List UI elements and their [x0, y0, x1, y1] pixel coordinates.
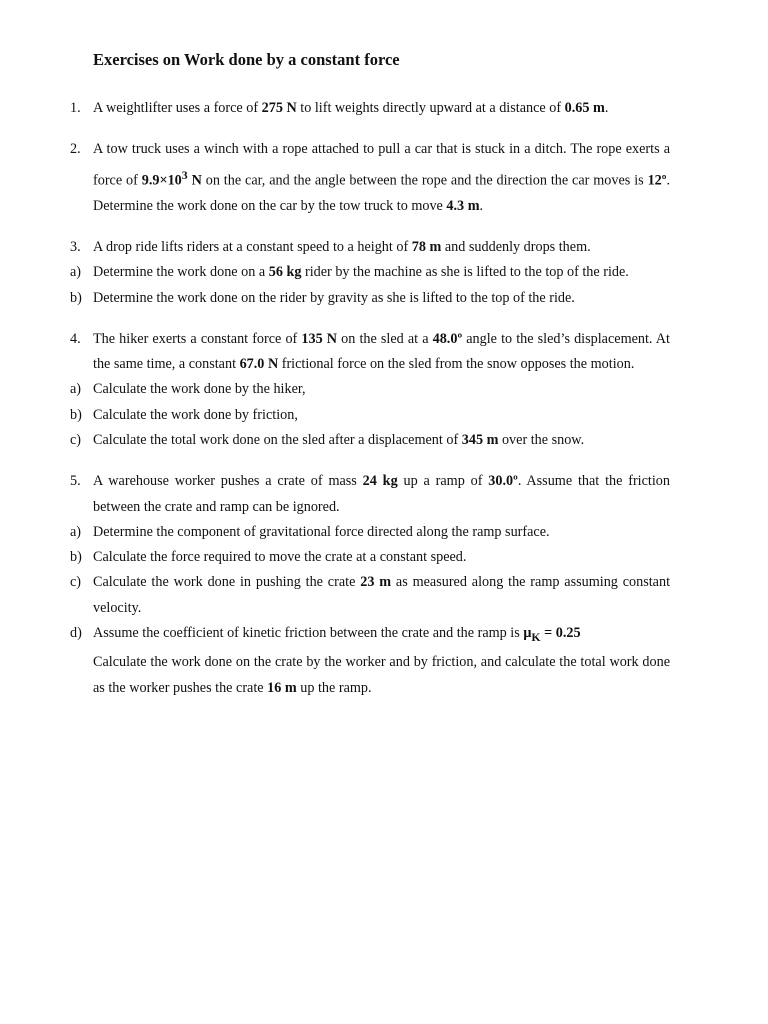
subquestion-row — [70, 570, 670, 621]
question-row — [70, 235, 670, 260]
text-segment: frictional force on the sled from the snow opposes the motion. — [278, 356, 635, 373]
bold-value: 23 m — [360, 574, 392, 591]
question-3 — [70, 235, 670, 311]
item-text — [93, 377, 670, 402]
subquestion-row — [70, 520, 670, 545]
bold-value: 12º — [647, 172, 667, 189]
item-text — [93, 235, 670, 260]
bold-value: 24 kg — [362, 473, 398, 490]
item-number: 3. — [70, 238, 81, 255]
item-text — [93, 260, 670, 285]
item-text — [93, 428, 670, 453]
item-text — [93, 545, 670, 570]
text-segment: A tow truck uses a winch with a rope attached to pull a car that is stuck in a ditch. The rope exerts a force of — [93, 141, 670, 189]
text-segment: on the sled at a — [337, 330, 433, 347]
subquestion-row — [70, 621, 670, 650]
bold-value: 4.3 m — [446, 197, 480, 214]
subquestion-row — [70, 650, 670, 701]
text-segment: Assume the coefficient of kinetic friction between the crate and the ramp is — [93, 625, 524, 642]
text-segment: Calculate the total work done on the sled after a displacement of — [93, 432, 462, 448]
bold-value: 9.9×10 — [141, 172, 182, 189]
item-number: a) — [70, 381, 82, 398]
subquestion-row — [70, 260, 670, 285]
bold-value: 78 m — [411, 238, 442, 255]
item-number: a) — [70, 523, 82, 540]
item-number: b) — [70, 549, 82, 566]
text-segment: over the snow. — [498, 432, 585, 448]
question-row — [70, 469, 670, 520]
bold-value: 0.65 m — [564, 100, 605, 116]
bold-value: 30.0º — [488, 473, 518, 490]
text-segment: . Assume that the friction between the crate and ramp can be ignored. — [93, 473, 670, 515]
page-title: Exercises on Work done by a constant force — [93, 50, 400, 69]
text-segment: Determine the work done on a — [93, 264, 269, 281]
bold-value: 56 kg — [268, 264, 302, 281]
text-segment: A weightlifter uses a force of — [93, 100, 262, 116]
bold-value: 135 N — [301, 330, 338, 347]
bold-value: 16 m — [267, 679, 297, 696]
text-segment: A drop ride lifts riders at a constant speed to a height of — [93, 238, 412, 255]
subscript: K — [531, 629, 541, 644]
subquestion-row — [70, 545, 670, 570]
item-number: b) — [70, 406, 82, 423]
bold-value: N — [187, 172, 202, 189]
subquestion-row — [70, 377, 670, 402]
exercise-list — [70, 96, 670, 717]
text-segment: . — [479, 197, 484, 214]
item-number: 5. — [70, 473, 81, 490]
question-4 — [70, 327, 670, 453]
item-number — [70, 650, 93, 701]
question-1 — [70, 96, 670, 121]
bold-value: 48.0º — [432, 330, 463, 347]
superscript: 3 — [181, 167, 188, 182]
text-segment: and suddenly drops them. — [441, 238, 591, 255]
item-number: 2. — [70, 141, 81, 158]
subquestion-row — [70, 403, 670, 428]
text-segment: . Determine the work done on the car by the tow truck to move — [93, 172, 670, 214]
text-segment: Calculate the work done in pushing the crate — [93, 574, 361, 591]
bold-value: 275 N — [261, 100, 297, 116]
item-number: d) — [70, 625, 82, 642]
item-number: c) — [70, 574, 82, 591]
text-segment: The hiker exerts a constant force of — [93, 330, 302, 347]
item-number: c) — [70, 432, 82, 448]
text-segment: Calculate the force required to move the crate at a constant speed. — [93, 549, 467, 566]
item-text — [93, 469, 670, 520]
text-segment: angle to the sled’s displacement. At the same time, a constant — [93, 330, 670, 373]
text-segment: Determine the work done on the rider by gravity as she is lifted to the top of the ride. — [93, 289, 575, 306]
text-segment: Determine the component of gravitational force directed along the ramp surface. — [93, 523, 550, 540]
item-number: b) — [70, 289, 82, 306]
item-text — [93, 621, 670, 650]
bold-value: μ — [523, 625, 532, 642]
item-text — [93, 286, 670, 311]
text-segment: up the ramp. — [296, 679, 372, 696]
item-text — [93, 137, 670, 219]
text-segment: A warehouse worker pushes a crate of mass — [93, 473, 363, 490]
text-segment: rider by the machine as she is lifted to the top of the ride. — [301, 264, 629, 281]
text-segment: Calculate the work done by friction, — [93, 406, 298, 423]
text-segment: on the car, and the angle between the rope and the direction the car moves is — [201, 172, 648, 189]
text-segment: to lift weights directly upward at a distance of — [296, 100, 565, 116]
bold-value: 67.0 N — [239, 356, 279, 373]
question-2 — [70, 137, 670, 219]
item-text — [93, 327, 670, 378]
item-number: 4. — [70, 330, 81, 347]
subquestion-row — [70, 428, 670, 453]
item-number: 1. — [70, 100, 81, 116]
text-segment: Calculate the work done on the crate by the worker and by friction, and calculate the total work done as the worker pushes the crate — [93, 654, 670, 696]
subquestion-row — [70, 286, 670, 311]
question-5 — [70, 469, 670, 701]
item-number: a) — [70, 264, 82, 281]
question-row — [70, 137, 670, 219]
item-text — [93, 650, 670, 701]
text-segment: up a ramp of — [397, 473, 489, 490]
item-text — [93, 520, 670, 545]
item-text — [93, 96, 670, 121]
question-row — [70, 327, 670, 378]
item-text — [93, 403, 670, 428]
question-row — [70, 96, 670, 121]
text-segment: . — [604, 100, 609, 116]
text-segment: as measured along the ramp assuming constant velocity. — [93, 574, 671, 616]
item-text — [93, 570, 670, 621]
bold-value: = 0.25 — [540, 625, 581, 642]
bold-value: 345 m — [461, 432, 499, 448]
text-segment: Calculate the work done by the hiker, — [93, 381, 306, 398]
